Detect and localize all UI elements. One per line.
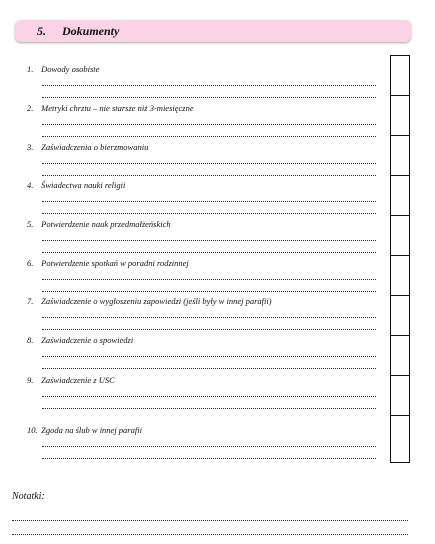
item-label: Zaświadczenia o bierzmowaniu — [41, 142, 149, 152]
fill-line[interactable] — [42, 201, 376, 202]
fill-line[interactable] — [42, 97, 376, 98]
fill-line[interactable] — [42, 124, 376, 125]
item-number: 1. — [27, 64, 34, 74]
fill-line[interactable] — [42, 291, 376, 292]
item-checkbox[interactable] — [391, 56, 409, 96]
fill-line[interactable] — [42, 446, 376, 447]
fill-line[interactable] — [42, 368, 376, 369]
section-title: Dokumenty — [62, 24, 120, 38]
item-label: Zaświadczenie o spowiedzi — [41, 335, 134, 345]
item-label: Zaświadczenie z USC — [41, 375, 115, 385]
fill-line[interactable] — [42, 163, 376, 164]
item-number: 7. — [27, 296, 34, 306]
item-checkbox[interactable] — [391, 256, 409, 296]
fill-line[interactable] — [42, 408, 376, 409]
item-checkbox[interactable] — [391, 216, 409, 256]
item-label: Zaświadczenie o wygłoszeniu zapowiedzi (jeśli były w innej parafii) — [41, 296, 272, 306]
item-label: Zgoda na ślub w innej parafii — [41, 425, 142, 435]
item-label: Potwierdzenie nauk przedmałżeńskich — [41, 219, 171, 229]
fill-line[interactable] — [42, 175, 376, 176]
item-number: 3. — [27, 142, 34, 152]
item-number: 8. — [27, 335, 34, 345]
item-number: 10. — [27, 425, 38, 435]
item-checkbox[interactable] — [391, 336, 409, 376]
item-number: 9. — [27, 375, 34, 385]
item-checkbox[interactable] — [391, 376, 409, 416]
item-checkbox[interactable] — [391, 136, 409, 176]
item-label: Potwierdzenie spotkań w poradni rodzinnej — [41, 258, 189, 268]
fill-line[interactable] — [42, 213, 376, 214]
fill-line[interactable] — [42, 317, 376, 318]
item-number: 6. — [27, 258, 34, 268]
item-number: 2. — [27, 103, 34, 113]
notes-label: Notatki: — [12, 491, 45, 502]
item-label: Dowody osobiste — [41, 64, 100, 74]
item-checkbox[interactable] — [391, 296, 409, 336]
fill-line[interactable] — [42, 279, 376, 280]
fill-line[interactable] — [42, 85, 376, 86]
checkbox-column — [390, 55, 410, 463]
notes-line[interactable] — [12, 520, 408, 521]
item-number: 5. — [27, 219, 34, 229]
item-label: Świadectwa nauki religii — [41, 180, 126, 190]
fill-line[interactable] — [42, 356, 376, 357]
fill-line[interactable] — [42, 396, 376, 397]
item-checkbox[interactable] — [391, 176, 409, 216]
fill-line[interactable] — [42, 329, 376, 330]
item-checkbox[interactable] — [391, 96, 409, 136]
item-label: Metryki chrztu – nie starsze niż 3-miesięczne — [41, 103, 194, 113]
notes-line[interactable] — [12, 534, 408, 535]
section-number: 5. — [37, 24, 46, 38]
fill-line[interactable] — [42, 458, 376, 459]
item-number: 4. — [27, 180, 34, 190]
fill-line[interactable] — [42, 252, 376, 253]
fill-line[interactable] — [42, 240, 376, 241]
item-checkbox[interactable] — [391, 416, 409, 462]
fill-line[interactable] — [42, 136, 376, 137]
